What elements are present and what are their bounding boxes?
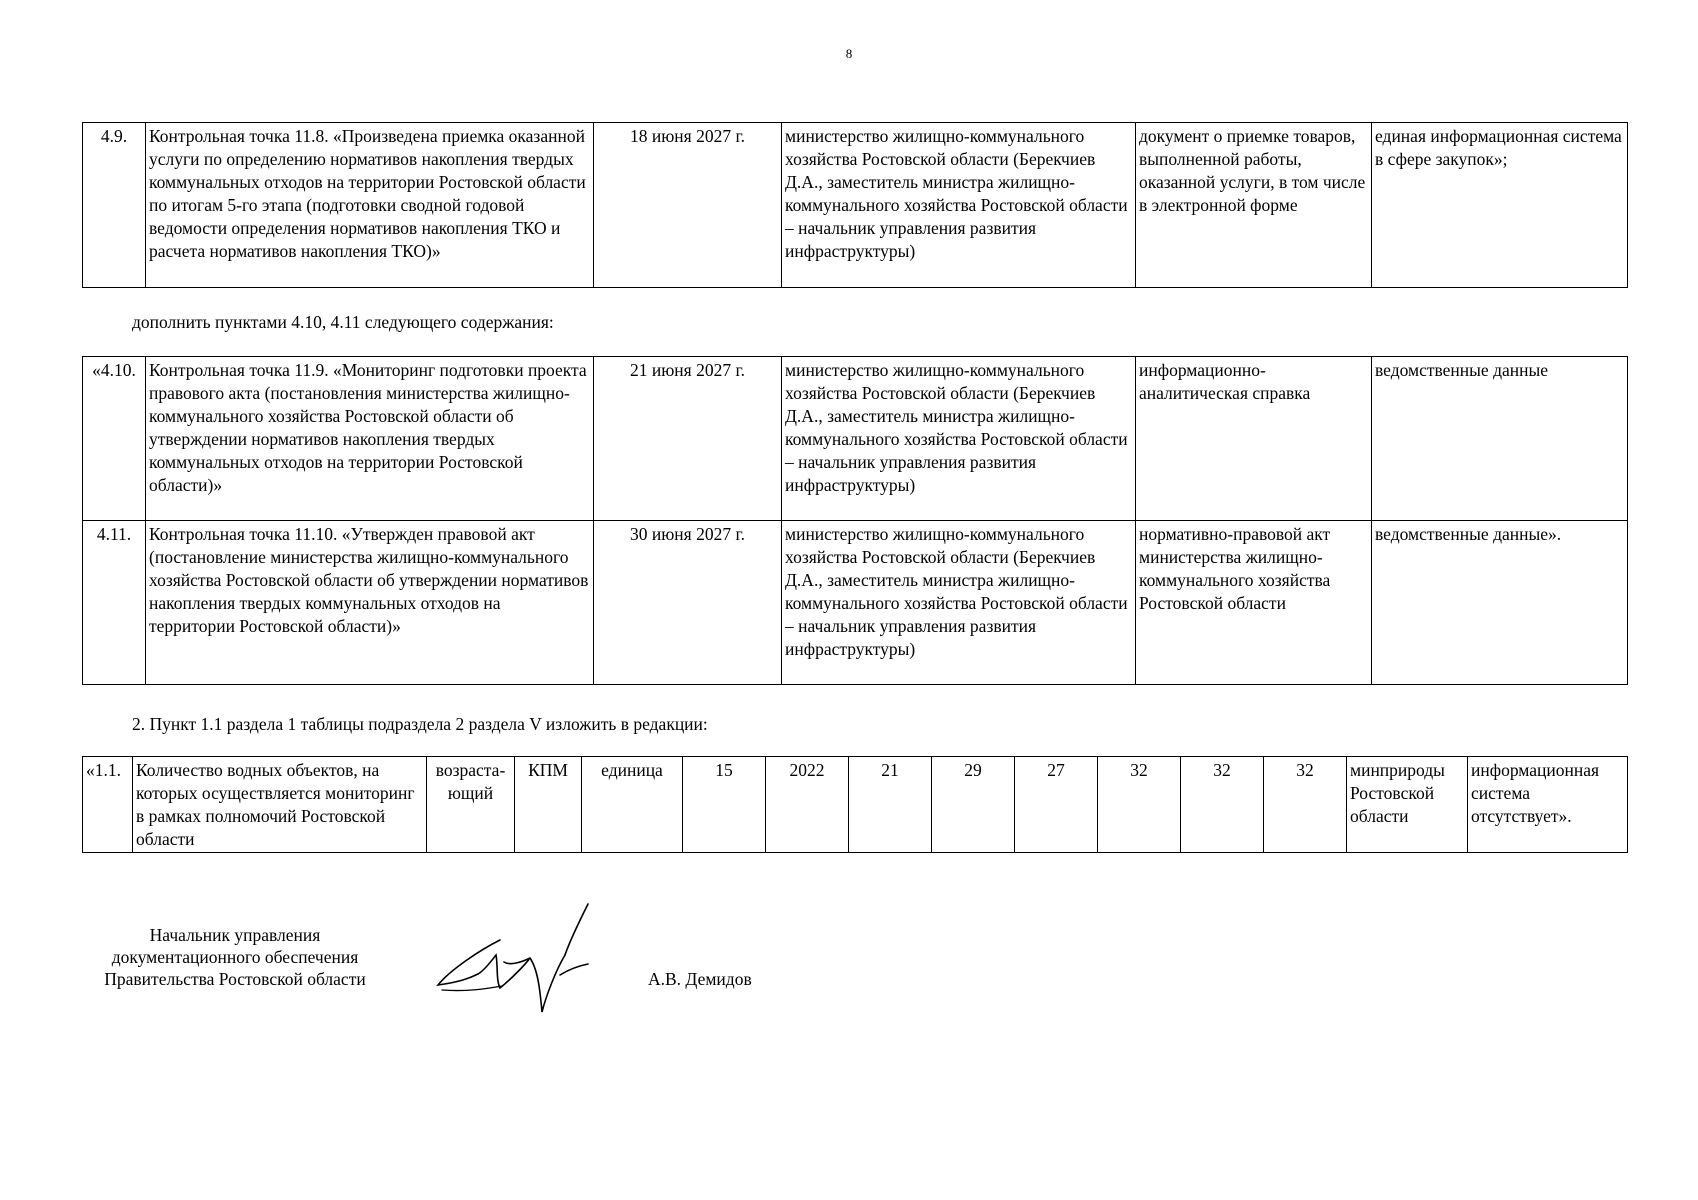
target-value: 32 (1098, 757, 1181, 853)
target-value: 32 (1264, 757, 1347, 853)
target-value: 27 (1015, 757, 1098, 853)
information-system: ведомственные данные». (1372, 521, 1628, 685)
responsible-executor: министерство жилищно-коммунального хозяйства Ростовской области (Берекчиев Д.А., заместитель министра жилищно-коммунального хозяйства Ростовской области – начальник управления развития инфраструктуры) (782, 521, 1136, 685)
handwritten-signature (430, 900, 650, 1030)
confirming-document: нормативно-правовой акт министерства жилищно-коммунального хозяйства Ростовской области (1136, 521, 1372, 685)
amendment-paragraph-1: дополнить пунктами 4.10, 4.11 следующего содержания: (132, 312, 554, 332)
target-value: 29 (932, 757, 1015, 853)
row-number: «1.1. (83, 757, 133, 853)
target-value: 32 (1181, 757, 1264, 853)
deadline-date: 18 июня 2027 г. (594, 123, 782, 288)
deadline-date: 21 июня 2027 г. (594, 357, 782, 521)
base-year: 2022 (766, 757, 849, 853)
responsible-executor: министерство жилищно-коммунального хозяйства Ростовской области (Берекчиев Д.А., заместитель министра жилищно-коммунального хозяйства Ростовской области – начальник управления развития инфраструктуры) (782, 123, 1136, 288)
control-point-description: Контрольная точка 11.8. «Произведена приемка оказанной услуги по определению нормативов накопления твердых коммунальных отходов на территории Ростовской области по итогам 5-го этапа (подготовки сводной годовой ведомости определения нормативов накопления ТКО и расчета нормативов накопления ТКО)» (146, 123, 594, 288)
signatory-title-line: Начальник управления (149, 925, 321, 945)
row-number: «4.10. (83, 357, 146, 521)
information-system: информационная система отсутствует». (1468, 757, 1628, 853)
indicator-name: Количество водных объектов, на которых осуществляется мониторинг в рамках полномочий Ростовской области (133, 757, 427, 853)
confirming-document: документ о приемке товаров, выполненной работы, оказанной услуги, в том числе в электронной форме (1136, 123, 1372, 288)
indicator-trend: возраста-ющий (427, 757, 515, 853)
signatory-title-line: документационного обеспечения (111, 947, 359, 967)
indicator-type: КПМ (515, 757, 582, 853)
deadline-date: 30 июня 2027 г. (594, 521, 782, 685)
responsible-body: минприроды Ростовской области (1347, 757, 1468, 853)
page-number: 8 (845, 46, 853, 61)
signatory-title (70, 924, 400, 990)
target-value: 21 (849, 757, 932, 853)
signatory-title-line: Правительства Ростовской области (104, 969, 366, 989)
table-row (83, 357, 1628, 521)
amendment-paragraph-2: 2. Пункт 1.1 раздела 1 таблицы подраздела 2 раздела V изложить в редакции: (132, 714, 708, 734)
information-system: единая информационная система в сфере закупок»; (1372, 123, 1628, 288)
control-points-table-1 (82, 122, 1628, 288)
table-row (83, 521, 1628, 685)
information-system: ведомственные данные (1372, 357, 1628, 521)
confirming-document: информационно-аналитическая справка (1136, 357, 1372, 521)
signatory-name: А.В. Демидов (648, 969, 752, 989)
control-point-description: Контрольная точка 11.10. «Утвержден правовой акт (постановление министерства жилищно-коммунального хозяйства Ростовской области об утверждении нормативов накопления твердых коммунальных отходов на территории Ростовской области)» (146, 521, 594, 685)
table-row (83, 123, 1628, 288)
table-row (83, 757, 1628, 853)
row-number: 4.9. (83, 123, 146, 288)
control-point-description: Контрольная точка 11.9. «Мониторинг подготовки проекта правового акта (постановления министерства жилищно-коммунального хозяйства Ростовской области об утверждении нормативов накопления твердых коммунальных отходов на территории Ростовской области)» (146, 357, 594, 521)
row-number: 4.11. (83, 521, 146, 685)
responsible-executor: министерство жилищно-коммунального хозяйства Ростовской области (Берекчиев Д.А., заместитель министра жилищно-коммунального хозяйства Ростовской области – начальник управления развития инфраструктуры) (782, 357, 1136, 521)
measurement-unit: единица (582, 757, 683, 853)
control-points-table-2 (82, 356, 1628, 685)
base-value: 15 (683, 757, 766, 853)
indicator-table (82, 756, 1628, 853)
